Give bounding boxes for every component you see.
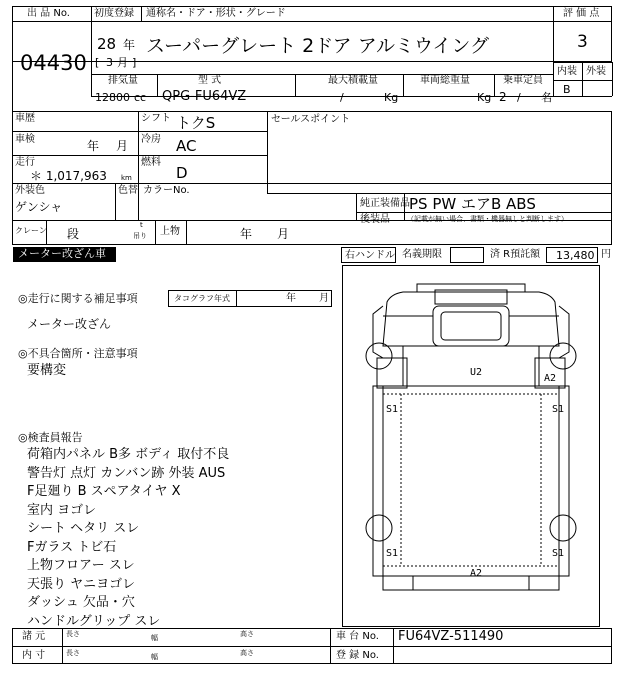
interior-dim-label: 内 寸 (22, 650, 46, 661)
displacement-label: 排気量 (108, 75, 138, 86)
fuel-label: 燃料 (141, 157, 161, 168)
steering-box: 右ハンドル (341, 247, 396, 263)
registration-label: 登 録 No. (336, 650, 379, 661)
color-value: ゲンシャ (15, 200, 63, 214)
gross-weight-label: 車両総重量 (420, 75, 470, 86)
inspector-line: ハンドルグリップ スレ (27, 613, 161, 629)
inspector-report-lines (27, 446, 229, 631)
driving-note: メーター改ざん (27, 317, 112, 331)
reg-month-unit: 月 (117, 56, 128, 69)
damage-mark: S1 (552, 404, 565, 415)
damage-mark: S1 (552, 548, 565, 559)
first-reg-label: 初度登録 (94, 8, 134, 19)
reg-month: 3 (106, 56, 113, 69)
mileage-label: 走行 (15, 157, 35, 168)
name-change-label: 名義期限 (402, 249, 442, 260)
defect-label: ◎不具合箇所・注意事項 (18, 347, 138, 360)
inspector-line: 警告灯 点灯 カンバン跡 外装 AUS (27, 465, 226, 481)
crane-label: クレーン (15, 226, 47, 235)
max-load-label: 最大積載量 (328, 75, 378, 86)
chassis-label: 車 台 No. (336, 631, 379, 642)
damage-mark: A2 (544, 373, 557, 384)
inspection-label: 車検 (15, 134, 35, 145)
upper-label: 上物 (160, 226, 180, 237)
score-label: 評 価 点 (563, 8, 600, 19)
shift-label: シフト (141, 113, 171, 124)
inspector-line: 荷箱内パネル B多 ボディ 取付不良 (27, 447, 230, 462)
lot-label: 出 品 No. (27, 8, 70, 19)
inspector-line: F足廻り B スペアタイヤ X (27, 484, 181, 499)
mileage-value: ＊ 1,017,963 (30, 169, 107, 183)
inspector-line: ダッシュ 欠品・穴 (27, 595, 135, 610)
color-label: 外装色 (15, 185, 45, 196)
model-code: QPG-FU64VZ (162, 89, 247, 104)
recycle-amount-box (546, 247, 598, 263)
tampered-meter-banner: メーター改ざん車 (13, 247, 116, 262)
damage-mark: A2 (470, 568, 483, 579)
fuel-value: D (176, 164, 188, 182)
score-value: 3 (577, 32, 588, 52)
shift-value: トクS (176, 114, 216, 132)
lot-number: 04430 (20, 51, 87, 75)
car-name: スーパーグレート 2ドア アルミウイング (146, 35, 489, 57)
reg-month-bracket: [ (95, 56, 100, 69)
exterior-score-label: 外装 (586, 66, 606, 77)
name-change-box (450, 247, 484, 263)
equipment-value: PS PW エアB ABS (409, 195, 536, 213)
spec-label: 諸 元 (22, 631, 46, 642)
capacity: 2 (499, 90, 507, 104)
aftermarket-note: （記載が無い場合、書類・機器無しと判断します） (407, 215, 568, 223)
tachograph-box: タコグラフ年式 年 月 (168, 290, 332, 307)
chassis-number: FU64VZ-511490 (398, 629, 504, 644)
inspector-report-label: ◎検査員報告 (18, 431, 83, 444)
color-change-label: 色替 (118, 185, 138, 196)
model-label: 型 式 (198, 75, 222, 86)
inspector-line: Fガラス トビ石 (27, 539, 117, 555)
capacity-label: 乗車定員 (503, 75, 543, 86)
inspector-line: 上物フロアー スレ (27, 558, 135, 573)
inspector-line: シート ヘタリ スレ (27, 521, 140, 536)
inspector-line: 天張り ヤニヨゴレ (27, 576, 136, 592)
reg-year: 28 (97, 35, 117, 53)
color-code-label: カラーNo. (143, 185, 190, 196)
reg-year-unit: 年 (123, 38, 136, 52)
defect-note: 要構変 (27, 363, 67, 378)
damage-mark: U2 (470, 367, 483, 378)
recycle-amount: 13,480 (556, 249, 595, 262)
interior-score: B (563, 83, 571, 96)
ac-label: 冷房 (141, 134, 161, 145)
driving-remarks-label: ◎走行に関する補足事項 (18, 292, 138, 305)
history-label: 車歴 (15, 113, 35, 124)
car-name-label: 通称名・ドア・形状・グレード (146, 8, 286, 19)
damage-mark: S1 (386, 548, 399, 559)
inspector-line: 室内 ヨゴレ (27, 502, 97, 518)
displacement-unit: cc (134, 91, 147, 104)
aftermarket-label: 後装品 (360, 214, 390, 225)
damage-mark: S1 (386, 404, 399, 415)
truck-diagram (342, 265, 600, 627)
ac-value: AC (176, 137, 197, 155)
recycle-label: 済 R預託額 (490, 249, 541, 260)
displacement: 12800 (95, 91, 130, 104)
sales-point-label: セールスポイント (271, 114, 351, 125)
equipment-label: 純正装備品 (360, 198, 410, 209)
interior-score-label: 内装 (557, 66, 577, 77)
